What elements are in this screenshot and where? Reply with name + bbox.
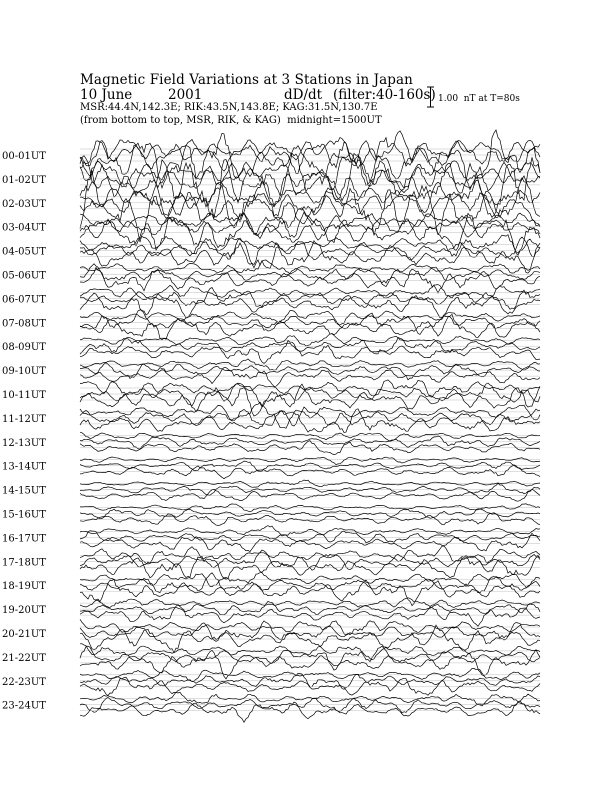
trace-rik — [80, 363, 540, 380]
trace-kag — [80, 556, 540, 578]
trace-msr — [80, 432, 540, 441]
row-label: 10-11UT — [2, 390, 46, 401]
trace-rik — [80, 407, 540, 426]
quantity-label: dD/dt — [284, 87, 323, 103]
trace-kag — [80, 533, 540, 551]
trace-msr — [80, 260, 540, 274]
scale-label: 1.00 nT at T=80s — [438, 94, 520, 104]
row-label: 23-24UT — [2, 700, 46, 712]
date-label: 10 June — [80, 87, 133, 103]
row-label: 08-09UT — [2, 342, 46, 354]
trace-msr — [80, 402, 540, 420]
row-label: 22-23UT — [2, 676, 46, 688]
row-label: 04-05UT — [2, 246, 46, 258]
chart-title: Magnetic Field Variations at 3 Stations in Japan — [80, 72, 413, 88]
row-label: 19-20UT — [2, 605, 46, 617]
trace-kag — [80, 170, 540, 242]
row-label: 01-02UT — [2, 174, 46, 186]
row-label: 20-21UT — [2, 629, 46, 640]
row-label: 11-12UT — [2, 413, 46, 425]
row-label: 16-17UT — [2, 533, 46, 545]
trace-kag — [80, 314, 540, 339]
trace-msr — [80, 311, 540, 325]
filter-label: (filter:40-160s) — [333, 87, 436, 103]
row-label: 17-18UT — [2, 557, 46, 569]
trace-msr — [80, 334, 540, 346]
trace-msr — [80, 644, 540, 662]
trace-rik — [80, 483, 540, 495]
trace-rik — [80, 531, 540, 543]
row-label: 03-04UT — [2, 222, 46, 234]
trace-order-note: (from bottom to top, MSR, RIK, & KAG) midnight=1500UT — [80, 115, 382, 126]
row-label: 00-01UT — [2, 151, 46, 162]
year-label: 2001 — [168, 87, 203, 103]
row-label: 02-03UT — [2, 198, 46, 210]
trace-rik — [80, 212, 540, 243]
trace-msr — [80, 380, 540, 397]
trace-kag — [80, 130, 540, 190]
row-label: 12-13UT — [2, 437, 46, 449]
trace-msr — [80, 504, 540, 512]
station-coordinates: MSR:44.4N,142.3E; RIK:43.5N,143.8E; KAG:31.5N,130.7E — [80, 102, 378, 113]
row-label: 09-10UT — [2, 366, 46, 378]
trace-rik — [80, 509, 540, 519]
row-label: 18-19UT — [2, 581, 46, 593]
row-label: 07-08UT — [2, 318, 46, 330]
row-label: 05-06UT — [2, 270, 46, 282]
row-label: 14-15UT — [2, 485, 46, 497]
row-label: 15-16UT — [2, 509, 46, 521]
trace-rik — [80, 264, 540, 287]
trace-msr — [80, 526, 540, 536]
trace-kag — [80, 489, 540, 501]
row-label: 06-07UT — [2, 294, 46, 306]
row-label: 21-22UT — [2, 652, 46, 664]
row-label: 13-14UT — [2, 461, 46, 473]
trace-msr — [80, 180, 540, 219]
